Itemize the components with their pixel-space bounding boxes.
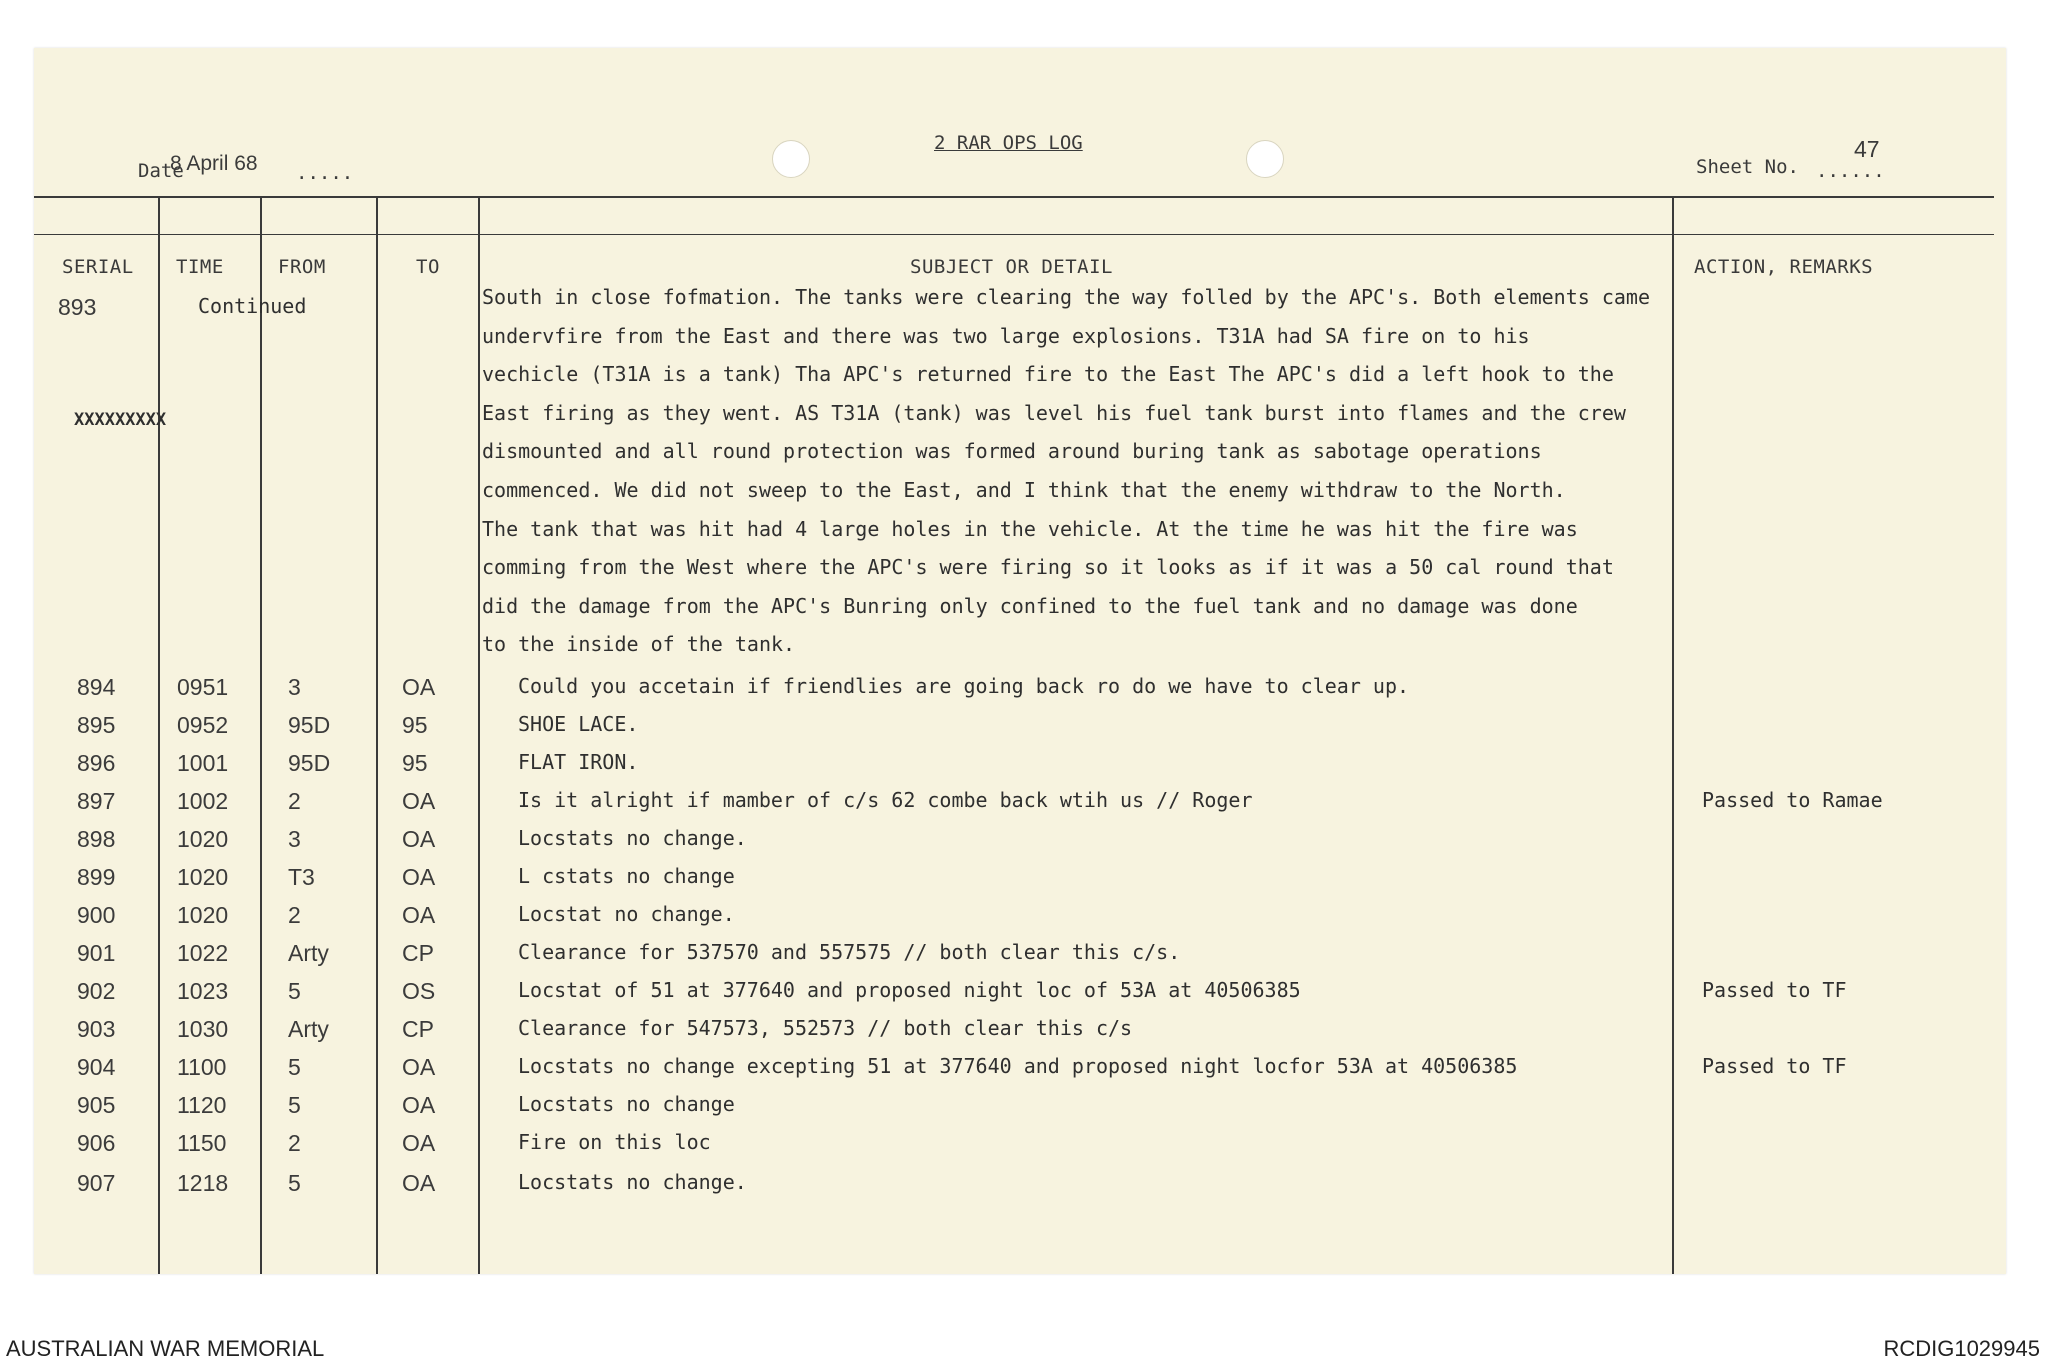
serial-cell: 900 [77,902,116,928]
column-header-serial: SERIAL [62,256,134,278]
detail-cell: Locstats no change. [518,826,747,850]
from-cell: 95D [288,712,331,738]
detail-cell: Locstats no change. [518,1170,747,1194]
to-cell: 95 [402,750,428,776]
to-cell: OA [402,674,436,700]
header-top-rule [34,196,1994,198]
time-cell: 1030 [177,1016,229,1042]
serial-cell: 906 [77,1130,116,1156]
serial-893: 893 [58,294,97,320]
table-row [34,864,2006,902]
table-row [34,1054,2006,1092]
struck-out-text: XXXXXXXXX [74,410,167,430]
from-cell: 5 [288,1092,301,1118]
detail-cell: Locstat no change. [518,902,735,926]
from-cell: 3 [288,826,301,852]
footer-record-id: RCDIG1029945 [1883,1336,2040,1361]
sheet-dots: ...... [1816,160,1885,182]
from-cell: 5 [288,1170,301,1196]
detail-line: The tank that was hit had 4 large holes in the vehicle. At the time he was hit the fire was [482,516,1578,541]
time-cell: 1022 [177,940,229,966]
detail-cell: Locstats no change [518,1092,735,1116]
from-cell: Arty [288,940,329,966]
to-cell: OA [402,1130,436,1156]
to-cell: 95 [402,712,428,738]
table-row [34,712,2006,750]
table-row [34,902,2006,940]
detail-line: vechicle (T31A is a tank) Tha APC's returned fire to the East The APC's did a left hook to the [482,362,1614,387]
serial-cell: 894 [77,674,116,700]
from-cell: Arty [288,1016,329,1042]
table-row [34,1130,2006,1168]
to-cell: OA [402,864,436,890]
column-header-from: FROM [278,256,326,278]
serial-cell: 903 [77,1016,116,1042]
column-header-to: TO [416,256,440,278]
entry-893-detail [482,278,1650,664]
time-cell: 1150 [177,1130,227,1156]
time-cell: 1020 [177,902,229,928]
from-cell: 95D [288,750,331,776]
table-row [34,826,2006,864]
to-cell: OA [402,1054,436,1080]
detail-cell: Fire on this loc [518,1130,711,1154]
to-cell: CP [402,1016,434,1042]
action-cell: Passed to Ramae [1702,788,1883,812]
serial-cell: 904 [77,1054,116,1080]
detail-cell: FLAT IRON. [518,750,639,774]
continued-note: Continued [198,294,307,318]
detail-cell: Clearance for 547573, 552573 // both clear this c/s [518,1016,1133,1040]
date-dots: ..... [296,162,354,184]
serial-cell: 895 [77,712,116,738]
detail-cell: SHOE LACE. [518,712,639,736]
from-cell: 5 [288,978,301,1004]
time-cell: 1020 [177,864,229,890]
page-title: 2 RAR OPS LOG [934,132,1083,154]
detail-line: to the inside of the tank. [482,632,796,657]
detail-cell: Is it alright if mamber of c/s 62 combe back wtih us // Roger [518,788,1253,812]
log-sheet [34,48,2006,1274]
time-cell: 0951 [177,674,229,700]
footer-archive-name: AUSTRALIAN WAR MEMORIAL [6,1336,325,1361]
table-row [34,674,2006,712]
time-cell: 1020 [177,826,229,852]
serial-cell: 899 [77,864,116,890]
header-bottom-rule [34,234,1994,235]
serial-cell: 897 [77,788,116,814]
serial-cell: 901 [77,940,116,966]
time-cell: 1100 [177,1054,227,1080]
serial-cell: 898 [77,826,116,852]
serial-cell: 905 [77,1092,116,1118]
detail-line: did the damage from the APC's Bunring only confined to the fuel tank and no damage was done [482,593,1578,618]
detail-cell: Could you accetain if friendlies are going back ro do we have to clear up. [518,674,1410,698]
column-header-action: ACTION, REMARKS [1694,256,1874,278]
to-cell: OA [402,1170,436,1196]
time-cell: 0952 [177,712,229,738]
from-cell: 3 [288,674,301,700]
detail-cell: Clearance for 537570 and 557575 // both clear this c/s. [518,940,1181,964]
action-cell: Passed to TF [1702,978,1847,1002]
date-label: Date [138,160,184,182]
time-cell: 1001 [177,750,229,776]
table-row [34,1016,2006,1054]
time-cell: 1120 [177,1092,227,1118]
table-row [34,940,2006,978]
from-cell: 2 [288,788,301,814]
detail-line: undervfire from the East and there was two large explosions. T31A had SA fire on to his [482,323,1530,348]
detail-line: dismounted and all round protection was formed around buring tank as sabotage operations [482,439,1542,464]
detail-cell: Locstat of 51 at 377640 and proposed night loc of 53A at 40506385 [518,978,1301,1002]
to-cell: CP [402,940,434,966]
table-row [34,750,2006,788]
time-cell: 1218 [177,1170,229,1196]
to-cell: OA [402,1092,436,1118]
action-cell: Passed to TF [1702,1054,1847,1078]
serial-cell: 902 [77,978,116,1004]
table-row [34,978,2006,1016]
from-cell: 2 [288,1130,301,1156]
serial-cell: 907 [77,1170,116,1196]
time-cell: 1023 [177,978,229,1004]
punch-hole-right [1246,140,1284,178]
table-row [34,788,2006,826]
table-row [34,1170,2006,1208]
serial-cell: 896 [77,750,116,776]
detail-line: comming from the West where the APC's were firing so it looks as if it was a 50 cal round that [482,555,1614,580]
date-value: 8 April 68 [170,152,258,175]
detail-line: commenced. We did not sweep to the East, and I think that the enemy withdraw to the North. [482,477,1566,502]
from-cell: 2 [288,902,301,928]
sheet-label: Sheet No. [1696,156,1799,178]
punch-hole-left [772,140,810,178]
to-cell: OA [402,826,436,852]
detail-cell: Locstats no change excepting 51 at 377640 and proposed night locfor 53A at 40506385 [518,1054,1518,1078]
from-cell: T3 [288,864,315,890]
to-cell: OS [402,978,436,1004]
detail-line: East firing as they went. AS T31A (tank) was level his fuel tank burst into flames and the crew [482,400,1626,425]
detail-line: South in close fofmation. The tanks were clearing the way folled by the APC's. Both elements came [482,285,1650,309]
from-cell: 5 [288,1054,301,1080]
column-header-time: TIME [176,256,224,278]
sheet-number: 47 [1854,136,1880,162]
time-cell: 1002 [177,788,229,814]
table-row [34,1092,2006,1130]
to-cell: OA [402,788,436,814]
to-cell: OA [402,902,436,928]
column-header-subject: SUBJECT OR DETAIL [910,256,1113,278]
detail-cell: L cstats no change [518,864,735,888]
